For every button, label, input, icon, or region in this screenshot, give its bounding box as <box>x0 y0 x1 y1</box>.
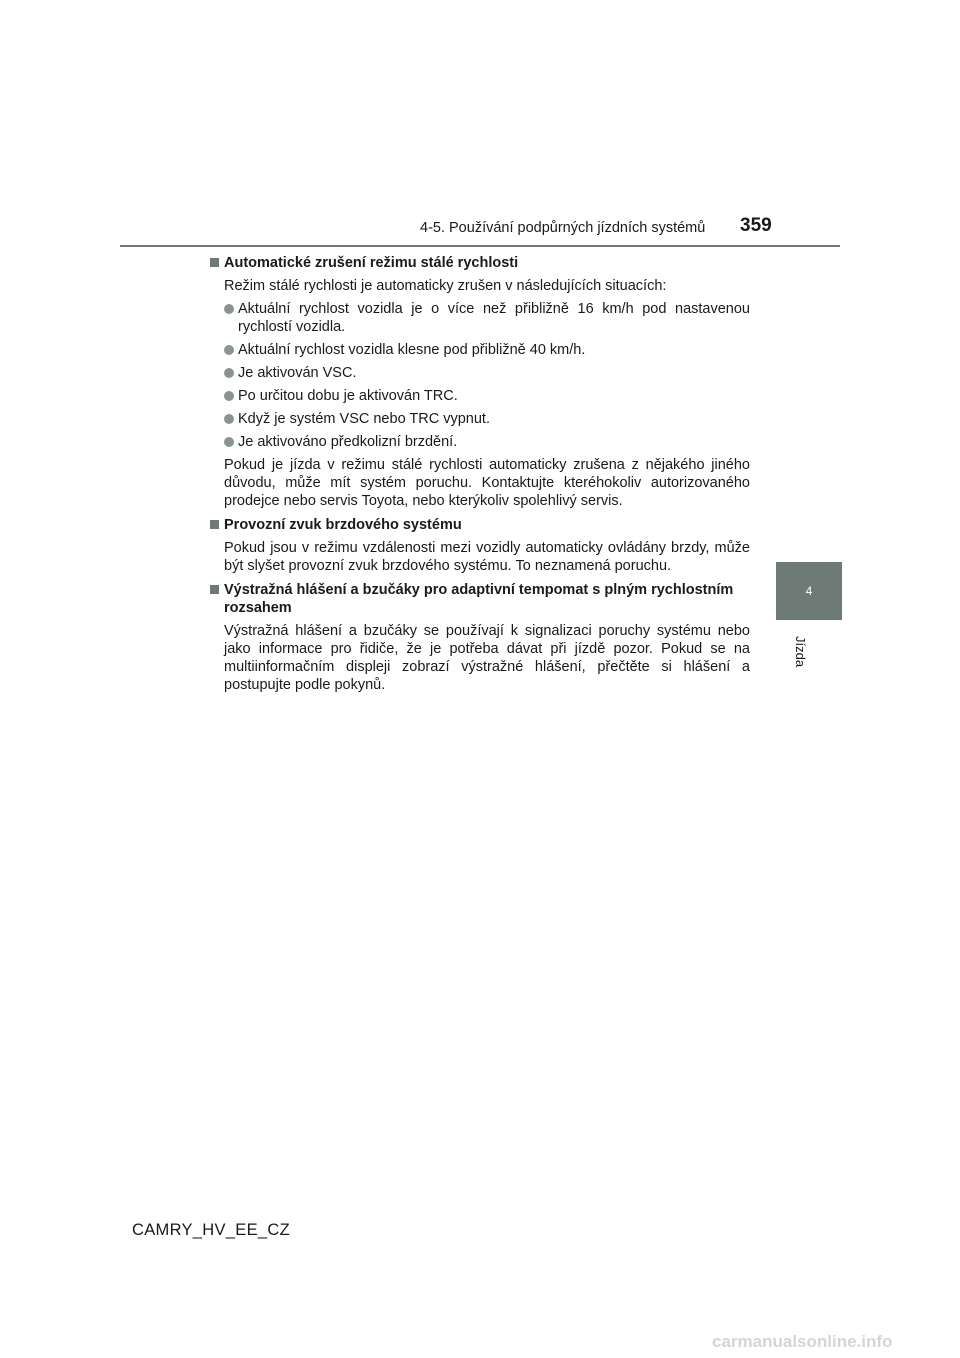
list-item <box>210 433 750 451</box>
chapter-number: 4 <box>805 584 813 598</box>
section-text: Výstražná hlášení a bzučáky se používají k signalizaci poruchy systému nebo jako informace pro řidiče, že je potřeba dávat při jízdě pozor. Pokud se na multiinformačním displeji zobrazí výstražné hlášení, přečtěte si hlášení a postupujte podle pokynů. <box>224 623 750 693</box>
section-heading <box>210 516 750 534</box>
list-item <box>210 387 750 405</box>
list-item-text: Po určitou dobu je aktivován TRC. <box>238 388 458 404</box>
circle-bullet-icon <box>224 345 234 355</box>
circle-bullet-icon <box>224 304 234 314</box>
chapter-tab[interactable] <box>776 562 842 620</box>
section-outro: Pokud je jízda v režimu stálé rychlosti automaticky zrušena z nějakého jiného důvodu, může mít systém poruchu. Kontaktujte kteréhokoliv autorizovaného prodejce nebo servis Toyota, nebo kterýkoliv spolehlivý servis. <box>224 457 750 509</box>
header-section-title: 4-5. Používání podpůrných jízdních systémů <box>420 220 706 236</box>
list-item-text: Je aktivován VSC. <box>238 365 357 381</box>
watermark: carmanualsonline.info <box>712 1332 893 1351</box>
section-heading-text: Automatické zrušení režimu stálé rychlosti <box>224 255 519 271</box>
list-item-text: Je aktivováno předkolizní brzdění. <box>238 434 458 450</box>
list-item-text: Aktuální rychlost vozidla je o více než přibližně 16 km/h pod nastavenou rychlostí vozidla. <box>238 301 750 335</box>
section-heading-text: Výstražná hlášení a bzučáky pro adaptivní tempomat s plným rychlostním rozsahem <box>224 582 734 616</box>
circle-bullet-icon <box>224 414 234 424</box>
document-code: CAMRY_HV_EE_CZ <box>132 1221 290 1239</box>
page-content <box>210 254 750 700</box>
list-item <box>210 341 750 359</box>
header-divider <box>120 245 840 247</box>
page-number: 359 <box>740 215 772 236</box>
section-warnings <box>210 581 750 694</box>
list-item <box>210 364 750 382</box>
section-heading <box>210 254 750 272</box>
square-bullet-icon <box>210 585 219 594</box>
section-heading-text: Provozní zvuk brzdového systému <box>224 517 462 533</box>
circle-bullet-icon <box>224 437 234 447</box>
condition-list <box>210 300 750 451</box>
circle-bullet-icon <box>224 391 234 401</box>
list-item-text: Aktuální rychlost vozidla klesne pod přibližně 40 km/h. <box>238 342 586 358</box>
section-brake-sound <box>210 516 750 575</box>
list-item <box>210 300 750 336</box>
square-bullet-icon <box>210 520 219 529</box>
list-item-text: Když je systém VSC nebo TRC vypnut. <box>238 411 490 427</box>
square-bullet-icon <box>210 258 219 267</box>
chapter-label: Jízda <box>793 636 808 668</box>
list-item <box>210 410 750 428</box>
section-intro: Režim stálé rychlosti je automaticky zrušen v následujících situacích: <box>224 278 667 294</box>
section-auto-cancel <box>210 254 750 510</box>
section-text: Pokud jsou v režimu vzdálenosti mezi vozidly automaticky ovládány brzdy, může být slyšet provozní zvuk brzdového systému. To neznamená poruchu. <box>224 540 750 574</box>
section-heading <box>210 581 750 617</box>
circle-bullet-icon <box>224 368 234 378</box>
